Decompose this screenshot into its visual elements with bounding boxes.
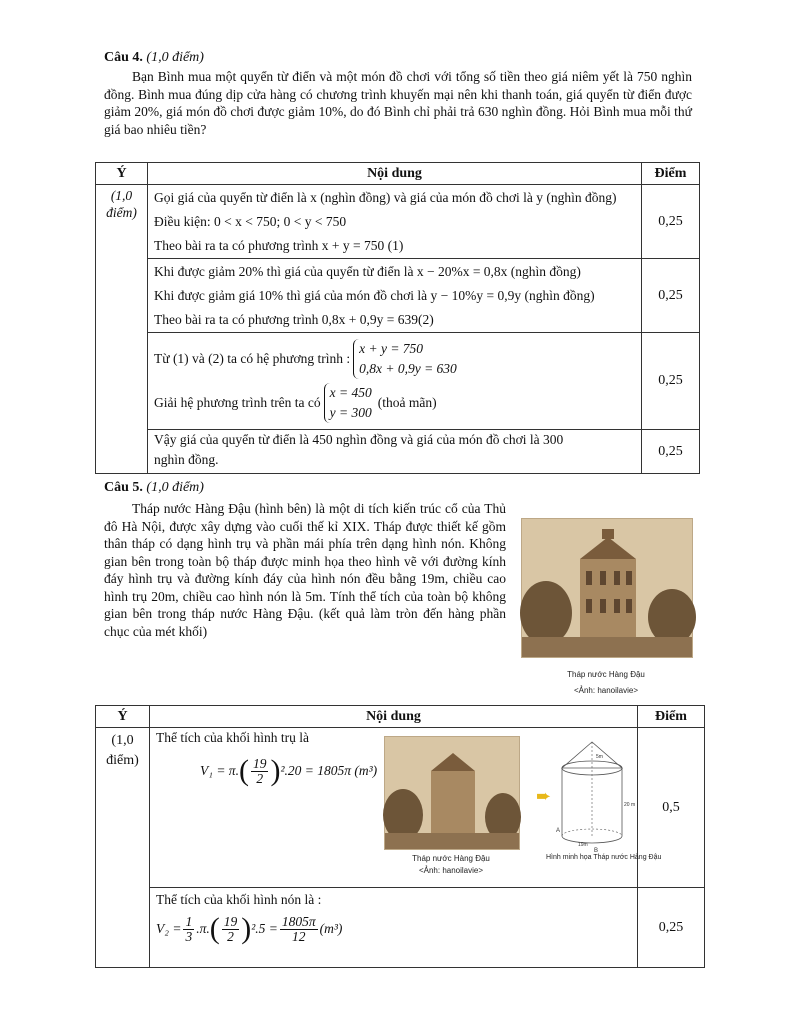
solution-photo-credit: <Ảnh: hanoilavie> (418, 866, 484, 875)
q4-title: Câu 4. (1,0 điểm) (104, 50, 204, 65)
label-20m: 20 m (624, 802, 636, 808)
q5-row1-formula: V₁ = π. ( $\frac{19}{2}$ ) ².20 = 1805π (m³) (200, 754, 378, 787)
q5-solution-table (95, 705, 705, 968)
q5-row1 (150, 728, 662, 888)
q5-row1-score: 0,5 (638, 728, 705, 888)
solution-photo-caption: Tháp nước Hàng Đậu (412, 854, 490, 863)
tower-photo (521, 518, 693, 658)
q4-system2: Giải hệ phương trình trên ta có x = 450 y = 300 (thoả mãn) (154, 381, 635, 425)
q4-row4-score: 0,25 (642, 430, 700, 474)
q4-row1-line2: Điều kiện: 0 < x < 750; 0 < y < 750 (154, 214, 347, 229)
arrow-right-icon: ➨ (536, 786, 552, 806)
q5-y-label: (1,0 điểm) (96, 728, 150, 968)
q4-row3 (148, 333, 642, 430)
tower-photo-illustration (522, 519, 692, 657)
q5-title: Câu 5. (1,0 điểm) (104, 480, 204, 495)
diagram-caption: Hình minh họa Tháp nước Hàng Đậu (546, 854, 662, 861)
q4-row1 (148, 185, 642, 259)
q5-row2-text: Thể tích của khối hình nón là : (156, 892, 322, 907)
q4-row2-line1: Khi được giảm 20% thì giá của quyển từ điển là x − 20%x = 0,8x (nghìn đồng) (154, 264, 581, 279)
q5-header-score: Điểm (638, 706, 705, 728)
q4-y-label: (1,0 điểm) (96, 185, 148, 474)
q5-row1-text: Thể tích của khối hình trụ là (156, 730, 309, 745)
q5-row2-formula: V₂ = $\frac{1}{3}$ .π. ( $\frac{19}{2}$ ) ².5 = $\frac{1805\pi}{12}$ (m³) (156, 912, 343, 945)
q4-row1-line3: Theo bài ra ta có phương trình x + y = 750 (1) (154, 238, 404, 253)
header-content: Nội dung (148, 163, 642, 185)
q4-row4-line1: Vậy giá của quyển từ điển là 450 nghìn đồng và giá của món đồ chơi là 300 (154, 432, 564, 447)
q4-row4-line2: nghìn đồng. (154, 452, 219, 467)
q4-system2-brace: x = 450 y = 300 (324, 383, 372, 423)
label-b: B (594, 848, 599, 854)
label-a: A (556, 828, 561, 834)
q5-row2-score: 0,25 (638, 888, 705, 968)
q4-row1-line1: Gọi giá của quyển từ điển là x (nghìn đồng) và giá của món đồ chơi là y (nghìn đồng) (154, 190, 617, 205)
label-5m: 5m (596, 754, 603, 760)
header-y: Ý (96, 163, 148, 185)
q5-header-content: Nội dung (150, 706, 638, 728)
solution-tower-photo (384, 736, 520, 850)
q4-row2-line2: Khi được giảm giá 10% thì giá của món đồ chơi là y − 10%y = 0,9y (nghìn đồng) (154, 288, 595, 303)
tower-photo-credit: <Ảnh: hanoilavie> (573, 686, 639, 695)
label-19m: 19m (578, 842, 588, 848)
q5-row2 (150, 888, 638, 968)
q4-row4 (148, 430, 642, 474)
q4-solution-table (95, 162, 700, 474)
q4-row2-score: 0,25 (642, 259, 700, 333)
q4-row3-score: 0,25 (642, 333, 700, 430)
q4-system1-brace: x + y = 750 0,8x + 0,9y = 630 (353, 339, 457, 379)
q4-row2 (148, 259, 642, 333)
q4-row1-score: 0,25 (642, 185, 700, 259)
cylinder-cone-diagram (552, 736, 636, 856)
q4-text: Bạn Bình mua một quyển từ điển và một món đồ chơi với tổng số tiền theo giá niêm yết là 750 nghìn đồng. Bình mua đúng dịp cửa hàng có chương trình khuyến mại nên khi thanh toán, giá quyển từ điển được giảm 20%, giá món đồ chơi được giảm 10%, do đó Bình chỉ phải trả 630 nghìn đồng. Hỏi Bình mua mỗi thứ giá bao nhiêu tiền? (104, 69, 692, 137)
q5-text: Tháp nước Hàng Đậu (hình bên) là một di tích kiến trúc cổ của Thủ đô Hà Nội, được xây dựng vào cuối thế kỉ XIX. Tháp được thiết kế gồm thân tháp có dạng hình trụ và phần mái phía trên dạng hình nón. Không gian bên trong toàn bộ tháp được minh họa theo hình vẽ với đường kính đáy hình trụ và đường kính đáy của hình nón đều bằng 19m, chiều cao hình trụ 20m, chiều cao hình nón là 5m. Tính thể tích của toàn bộ không gian bên trong tháp nước Hàng Đậu. (kết quả làm tròn đến hàng phần chục của mét khối) (104, 501, 506, 639)
q5-header-y: Ý (96, 706, 150, 728)
header-score: Điểm (642, 163, 700, 185)
q4-row2-line3: Theo bài ra ta có phương trình 0,8x + 0,9y = 639(2) (154, 312, 434, 327)
q4-system1: Từ (1) và (2) ta có hệ phương trình : x + y = 750 0,8x + 0,9y = 630 (154, 337, 635, 381)
tower-photo-caption: Tháp nước Hàng Đậu (567, 670, 645, 679)
